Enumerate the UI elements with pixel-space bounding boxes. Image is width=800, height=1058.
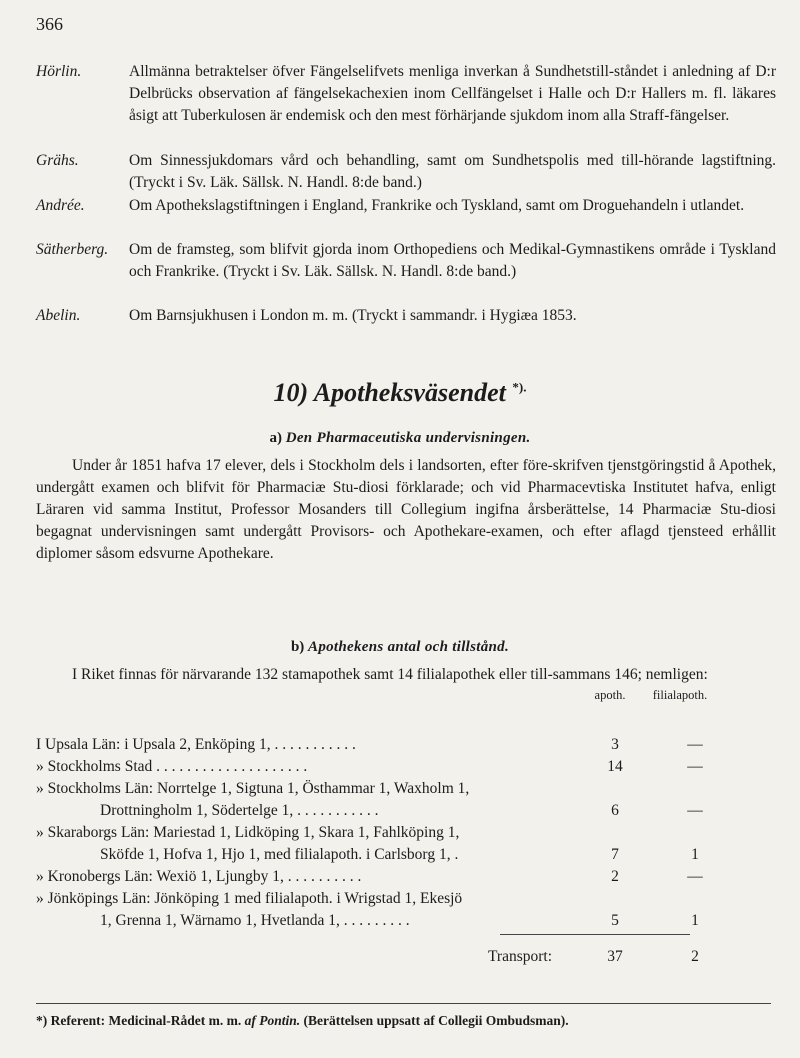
body-paragraph: I Riket finnas för närvarande 132 stamapothek samt 14 filialapothek eller till-sammans 146; nemligen: bbox=[72, 666, 708, 683]
row-filial-count: — bbox=[687, 736, 703, 753]
row-label: » Skaraborgs Län: Mariestad 1, Lidköping 1, Skara 1, Fahlköping 1, bbox=[36, 824, 460, 841]
transport-apothek-total: 37 bbox=[607, 948, 623, 965]
bibliography-entry bbox=[36, 239, 776, 283]
entry-author: Sätherberg. bbox=[36, 241, 109, 258]
row-filial-count: 1 bbox=[691, 912, 699, 929]
section-title-text: Apotheksväsendet bbox=[313, 378, 506, 407]
row-apothek-count: 7 bbox=[611, 846, 619, 863]
subsection-title: Apothekens antal och tillstånd. bbox=[308, 639, 510, 655]
row-label: » Stockholms Stad . . . . . . . . . . . . . . . . . . . . bbox=[36, 758, 308, 775]
subsection-heading bbox=[0, 430, 800, 447]
bibliography-entry bbox=[36, 150, 776, 194]
row-label: I Upsala Län: i Upsala 2, Enköping 1, . . . . . . . . . . . bbox=[36, 736, 356, 753]
section-number: 10) bbox=[273, 378, 309, 407]
row-apothek-count: 6 bbox=[611, 802, 619, 819]
transport-label: Transport: bbox=[488, 948, 553, 965]
row-label: » Kronobergs Län: Wexiö 1, Ljungby 1, . . . . . . . . . . bbox=[36, 868, 362, 885]
row-label: Sköfde 1, Hofva 1, Hjo 1, med filialapoth. i Carlsborg 1, . bbox=[100, 846, 459, 863]
entry-text: Allmänna betraktelser öfver Fängelselifvets menliga inverkan å Sundhetstill-ståndet i anledning af D:r Delbrücks observation af fängelsekachexien inom Cellfängelset i Halle och D:r Hallers m. fl. läkares åsigt att Tuberkulosen är endemisk och den mest förhärjande sjukdom inom alla Straff-fängelser. bbox=[129, 63, 776, 124]
entry-text: Om Barnsjukhusen i London m. m. (Tryckt i sammandr. i Hygiæa 1853. bbox=[129, 307, 577, 324]
footnote bbox=[36, 1013, 776, 1029]
entry-text: Om de framsteg, som blifvit gjorda inom Orthopediens och Medikal-Gymnastikens område i Tyskland och Frankrike. (Tryckt i Sv. Läk. Sällsk. N. Handl. 8:de band.) bbox=[129, 241, 776, 280]
entry-author: Abelin. bbox=[36, 307, 81, 324]
row-label: 1, Grenna 1, Wärnamo 1, Hvetlanda 1, . . . . . . . . . bbox=[100, 912, 410, 929]
bibliography-entry bbox=[36, 305, 776, 327]
row-apothek-count: 3 bbox=[611, 736, 619, 753]
footnote-prefix: *) Referent: Medicinal-Rådet m. m. bbox=[36, 1013, 242, 1028]
entry-author: Hörlin. bbox=[36, 63, 82, 80]
entry-author: Grähs. bbox=[36, 152, 79, 169]
footnote-rule bbox=[36, 1003, 771, 1004]
row-label: » Stockholms Län: Norrtelge 1, Sigtuna 1, Östhammar 1, Waxholm 1, bbox=[36, 780, 470, 797]
bibliography-entry bbox=[36, 61, 776, 127]
row-apothek-count: 14 bbox=[607, 758, 623, 775]
entry-text: Om Sinnessjukdomars vård och behandling, samt om Sundhetspolis med till-hörande lagstiftning. (Tryckt i Sv. Läk. Sällsk. N. Handl. 8:de band.) bbox=[129, 152, 776, 191]
page-number: 366 bbox=[36, 14, 63, 34]
subsection-mark: b) bbox=[290, 639, 305, 655]
subsection-mark: a) bbox=[269, 430, 282, 446]
sum-rule bbox=[500, 934, 690, 935]
row-apothek-count: 2 bbox=[611, 868, 619, 885]
entry-author: Andrée. bbox=[36, 197, 85, 214]
row-apothek-count: 5 bbox=[611, 912, 619, 929]
section-footnote-mark: *). bbox=[512, 379, 527, 395]
row-label: » Jönköpings Län: Jönköping 1 med filialapoth. i Wrigstad 1, Ekesjö bbox=[36, 890, 463, 907]
subsection-heading bbox=[0, 639, 800, 656]
column-header-apothek: apoth. bbox=[594, 688, 626, 702]
body-paragraph: Under år 1851 hafva 17 elever, dels i Stockholm dels i landsorten, efter före-skrifven tjenstgöringstid å Apothek, undergått examen och blifvit för Pharmaciæ Stu-diosi förklarade; och vid Pharmacevtiska Institutet hafva, enligt Läraren vid samma Institut, Professor Mosanders till Collegium ingifna årsberättelse, 14 Pharmaciæ Stu-diosi begagnat undervisningen samt undergått Provisors- och Apothekare-examen, och efter aflagd tjensteed erhållit diplomer såsom edsvurne Apothekare. bbox=[36, 457, 776, 562]
footnote-rest: (Berättelsen uppsatt af Collegii Ombudsman). bbox=[303, 1013, 569, 1028]
transport-filial-total: 2 bbox=[691, 948, 699, 965]
row-filial-count: — bbox=[687, 868, 703, 885]
bibliography-entry bbox=[36, 195, 776, 217]
footnote-name: af Pontin. bbox=[244, 1013, 301, 1028]
row-filial-count: — bbox=[687, 758, 703, 775]
section-title bbox=[0, 378, 800, 408]
entry-text: Om Apothekslagstiftningen i England, Frankrike och Tyskland, samt om Droguehandeln i utlandet. bbox=[129, 197, 745, 214]
row-filial-count: 1 bbox=[691, 846, 699, 863]
row-filial-count: — bbox=[687, 802, 703, 819]
row-label: Drottningholm 1, Södertelge 1, . . . . . . . . . . . bbox=[100, 802, 379, 819]
subsection-title: Den Pharmaceutiska undervisningen. bbox=[285, 430, 531, 446]
column-header-filial: filialapoth. bbox=[652, 688, 708, 702]
